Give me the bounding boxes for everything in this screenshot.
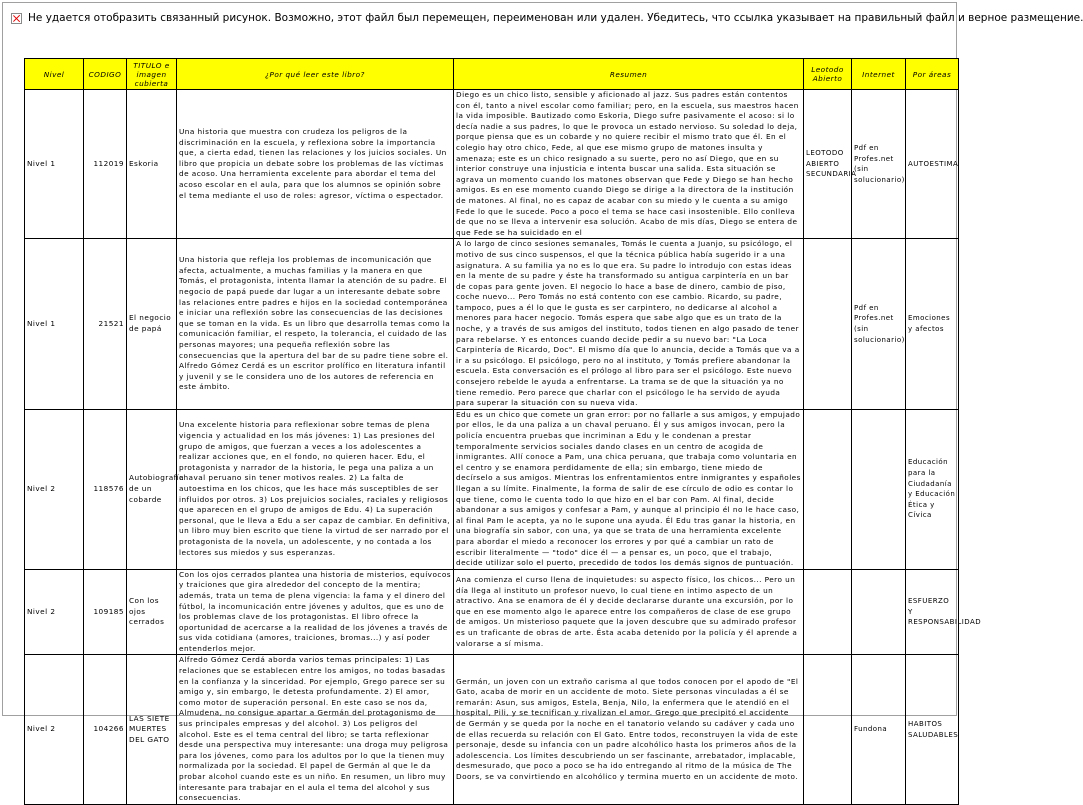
cell-titulo: LAS SIETE MUERTES DEL GATO	[127, 655, 177, 804]
cell-resumen: Ana comienza el curso llena de inquietudes: su aspecto físico, los chicos... Pero un día llega al instituto un profesor nuevo, lo cual tiene en intimo aspecto de un atractivo. Ana se enamora de él y decide declararse durante una excursión, por lo que en ese momento algo le aparece entre los compañeros de clase de ese grupo de amigos. Un misterioso paquete que la joven descubre que su admirado profesor es un traficante de obras de arte. Ésta acaba detenido por la policía y él aprende a valorarse a sí misma.	[454, 569, 804, 655]
cell-resumen: Diego es un chico listo, sensible y aficionado al jazz. Sus padres están contentos con él, tanto a nivel escolar como familiar; pero, en la escuela, sus maestros hacen la vida imposible. Bautizado como Eskoria, Diego sufre pasivamente el acoso: si lo decía nadie a sus padres, lo que le provoca un estado nervioso. Su soledad lo deja, porque piensa que es un cobarde y no quiere recibir el mismo trato que él. En el colegio hay otro chico, Fede, al que ese mismo grupo de matones insulta y amenaza; este es un chico resignado a su suerte, pero no así Diego, que en su interior construye una injusticia e intenta buscar una salida. Esta situación se agrava un momento cuando los matones observan que Fede y Diego se han hecho amigos. Es en ese momento cuando Diego se dirige a la directora de la institución de matones. Al final, no es capaz de acabar con su miedo y le cuenta a su amigo Fede lo que le sucede. Poco a poco el tema se hace casi insostenible. Ello conlleva de que no se lleva a intervenir esa solución. Acabo de mis días, Diego se entera de que Fede se ha suicidado en el	[454, 90, 804, 239]
cell-leotodo	[804, 239, 852, 410]
cell-leotodo	[804, 409, 852, 569]
broken-image-icon	[11, 13, 22, 24]
cell-titulo: Autobiografía de un cobarde	[127, 409, 177, 569]
cell-areas: AUTOESTIMA	[906, 90, 959, 239]
header-titulo: TITULO e imagen cubierta	[127, 59, 177, 90]
cell-internet: Pdf en Profes.net (sin solucionario)	[852, 90, 906, 239]
cell-titulo: Eskoria	[127, 90, 177, 239]
header-leotodo: Leotodo Abierto	[804, 59, 852, 90]
cell-nivel: Nivel 2	[25, 409, 84, 569]
cell-resumen: A lo largo de cinco sesiones semanales, Tomás le cuenta a Juanjo, su psicólogo, el motivo de sus cinco suspensos, el que la técnica pública había sugerido ir a una asignatura. A su familia ya no es lo que era. Su padre lo introdujo con estas ideas en la mente de su padre y éste ha transformado su antigua carpintería en un bar de copas para gente joven. El negocio lo hace a base de dinero, cambio de piso, coche nuevo... Pero Tomás no está contento con ese cambio. Ricardo, su padre, tampoco, pues a él lo que le gusta es ser carpintero, no dedicarse al alcohol a menores para hacer negocio. Tomás espera que sabe algo que es un trato de la noche, y a través de sus amigos del instituto, todos tienen en algo pasado de tener para rebelarse. Y es entonces cuando decide pedir a su nuevo bar: "La Loca Carpintería de Ricardo, Doc". El mismo día que lo anuncia, decide a Tomás que va a ir a su psicólogo. El psicólogo, pero no al instituto, y Tomás prefiere abandonar la escuela. Esta conversación es el prólogo al libro para ser el psicólogo. Este nuevo consejero rebelde le ayuda a enfrentarse. La trama se de que la situación ya no tiene remedio. Pero parece que charlar con el psicólogo le ha servido de ayuda para superar la situación con su nueva vida.	[454, 239, 804, 410]
table-row	[25, 90, 959, 239]
cell-leotodo	[804, 655, 852, 804]
cell-porque: Con los ojos cerrados plantea una historia de misterios, equívocos y traiciones que gira alrededor del concepto de la mentira; además, trata un tema de plena vigencia: la fama y el dinero del fútbol, la incomunicación entre jóvenes y adultos, que es uno de los problemas clave de los protagonistas. El libro ofrece la oportunidad de acercarse a la realidad de los jóvenes a través de sus vida cotidiana (amores, traiciones, bromas...) y así poder entenderlos mejor.	[177, 569, 454, 655]
header-internet: Internet	[852, 59, 906, 90]
table-header-row	[25, 59, 959, 90]
cell-nivel: Nivel 2	[25, 655, 84, 804]
cell-titulo: Con los ojos cerrados	[127, 569, 177, 655]
table-row	[25, 239, 959, 410]
cell-internet	[852, 409, 906, 569]
cell-resumen: Germán, un joven con un extraño carisma al que todos conocen por el apodo de "El Gato, acaba de morir en un accidente de moto. Siete personas vinculadas a él se remarán: Asun, sus amigos, Estela, Benja, Nilo, la enfermera que le atendió en el hospital, Pili, y se tecnifican y rivalizan el amor. Grego que precipitó el accidente de Germán y se queda por la noche en el tanatorio velando su cadáver y cada uno de ellas recuerda su relación con El Gato. Entre todos, reconstruyen la vida de este personaje, desde su infancia con un padre alcohólico hasta los primeros años de la adolescencia. Los límites descubriendo un ser fascinante, arrebatador, implacable, desmesurado, que poco a poco se ha ido entregando al ritmo de la música de The Doors, se va convirtiendo en alcohólico y termina muerto en un accidente de moto.	[454, 655, 804, 804]
broken-image-message: Не удается отобразить связанный рисунок. Возможно, этот файл был перемещен, переименован или удален. Убедитесь, что ссылка указывает на правильный файл и верное размещение.	[28, 12, 1083, 24]
cell-leotodo	[804, 569, 852, 655]
cell-codigo: 104266	[84, 655, 127, 804]
books-table	[24, 58, 982, 805]
cell-porque: Alfredo Gómez Cerdá aborda varios temas principales: 1) Las relaciones que se establecen entre los amigos, no todas basadas en la confianza y la sinceridad. Por ejemplo, Grego parece ser su amigo y, sin embargo, le detesta profundamente. 2) El amor, como motor de superación personal. En este caso se nos da, Almudena, no consigue apartar a Germán del protagonismo de sus principales empresas y del alcohol. 3) Los peligros del alcohol. Este es el tema central del libro; se tarta reflexionar desde una perspectiva muy interesante: una droga muy peligrosa para los jóvenes, como para los adultos por lo que la tienen muy normalizada por la sociedad. El papel de Germán al que le da probar alcohol cuando este es un niño. En resumen, un libro muy interesante para trabajar en el aula el tema del alcohol y sus consecuencias.	[177, 655, 454, 804]
header-nivel: Nivel	[25, 59, 84, 90]
cell-codigo: 112019	[84, 90, 127, 239]
cell-leotodo: LEOTODO ABIERTO SECUNDARIA	[804, 90, 852, 239]
cell-areas: ESFUERZO Y RESPONSABILIDAD	[906, 569, 959, 655]
cell-internet: Fundona	[852, 655, 906, 804]
cell-areas: HABITOS SALUDABLES	[906, 655, 959, 804]
cell-nivel: Nivel 2	[25, 569, 84, 655]
cell-internet	[852, 569, 906, 655]
cell-resumen: Edu es un chico que comete un gran error: por no fallarle a sus amigos, y empujado por ellos, le da una paliza a un chaval peruano. Él y sus amigos invocan, pero la policía encuentra pruebas que incriminan a Edu y le condenan a prestar temporalmente servicios sociales dando clases en un centro de acogida de inmigrantes. Allí conoce a Pam, una chica peruana, que trabaja como voluntaria en el centro y se enamora perdidamente de ella; sin embargo, tiene miedo de decírselo a sus amigos. Mientras los enfrentamientos entre inmigrantes y españoles llegan a su límite. Finalmente, la forma de salir de ese círculo de odio es contar lo que tiene, como le cuenta todo lo que hizo en el bar con Pam. Al final, decide abandonar a sus amigos y confesar a Pam, y aunque al principio él no le hace caso, al final Pam le acepta, ya no le supone una ayuda. Él Edu tras ganar la historia, en una biografía sin sabor, con una, ya que se trata de una herramienta excelente para abordar el miedo a reconocer los errores y por qué a cambiar un rato de escribir literalmente — "todo" dice él — a pensar es, un poco, que el trabajo, decide utilizar solo el puerto, precedido de todos los demás signos de puntuación.	[454, 409, 804, 569]
cell-porque: Una excelente historia para reflexionar sobre temas de plena vigencia y actualidad en los más jóvenes: 1) Las presiones del grupo de amigos, que fuerzan a veces a los adolescentes a realizar acciones que, en el fondo, no quieren hacer. Edu, el protagonista y narrador de la historia, le pega una paliza a un chaval peruano sin tener motivos reales. 2) La falta de autoestima en los chicos, que les hace más susceptibles de ser influidos por otros. 3) Los prejuicios sociales, raciales y religiosos que aparecen en el grupo de amigos de Edu. 4) La superación personal, que le lleva a Edu a ser capaz de cambiar. En definitiva, un libro muy bien escrito que tiene la virtud de ser narrado por el protagonista de la novela, un adolescente, y no contada a los lectores sus miedos y sus esperanzas.	[177, 409, 454, 569]
cell-codigo: 109185	[84, 569, 127, 655]
broken-image-notice	[11, 11, 1083, 25]
cell-internet: Pdf en Profes.net (sin solucionario)	[852, 239, 906, 410]
cell-porque: Una historia que muestra con crudeza los peligros de la discriminación en la escuela, y reflexiona sobre la importancia que, a cierta edad, tienen las relaciones y los juicios sociales. Un libro que propicia un debate sobre los problemas de las víctimas de acoso. Una herramienta excelente para abordar el tema del acoso escolar en el aula, para que los alumnos se opinión sobre el tema mediante el uso de roles: agresor, víctima o espectador.	[177, 90, 454, 239]
cell-areas: Emociones y afectos	[906, 239, 959, 410]
table-row	[25, 655, 959, 804]
table-row	[25, 409, 959, 569]
header-resumen: Resumen	[454, 59, 804, 90]
cell-porque: Una historia que refleja los problemas de incomunicación que afecta, actualmente, a muchas familias y la manera en que Tomás, el protagonista, intenta llamar la atención de su padre. El negocio de papá puede dar lugar a un interesante debate sobre las relaciones entre padres e hijos en la sociedad contemporánea e iniciar una reflexión sobre las consecuencias de las decisiones que se toman en la vida. Es un libro que desarrolla temas como la comunicación familiar, el respeto, la tolerancia, el cuidado de las personas mayores; una pequeña reflexión sobre las consecuencias que la apertura del bar de su padre tiene sobre el. Alfredo Gómez Cerdá es un escritor prolífico en literatura infantil y juvenil y se le considera uno de los autores de referencia en este ámbito.	[177, 239, 454, 410]
cell-nivel: Nivel 1	[25, 239, 84, 410]
cell-codigo: 118576	[84, 409, 127, 569]
header-porque: ¿Por qué leer este libro?	[177, 59, 454, 90]
cell-codigo: 21521	[84, 239, 127, 410]
header-codigo: CODIGO	[84, 59, 127, 90]
cell-titulo: El negocio de papá	[127, 239, 177, 410]
cell-areas: Educación para la Ciudadanía y Educación Ética y Cívica	[906, 409, 959, 569]
header-areas: Por áreas	[906, 59, 959, 90]
table-row	[25, 569, 959, 655]
cell-nivel: Nivel 1	[25, 90, 84, 239]
